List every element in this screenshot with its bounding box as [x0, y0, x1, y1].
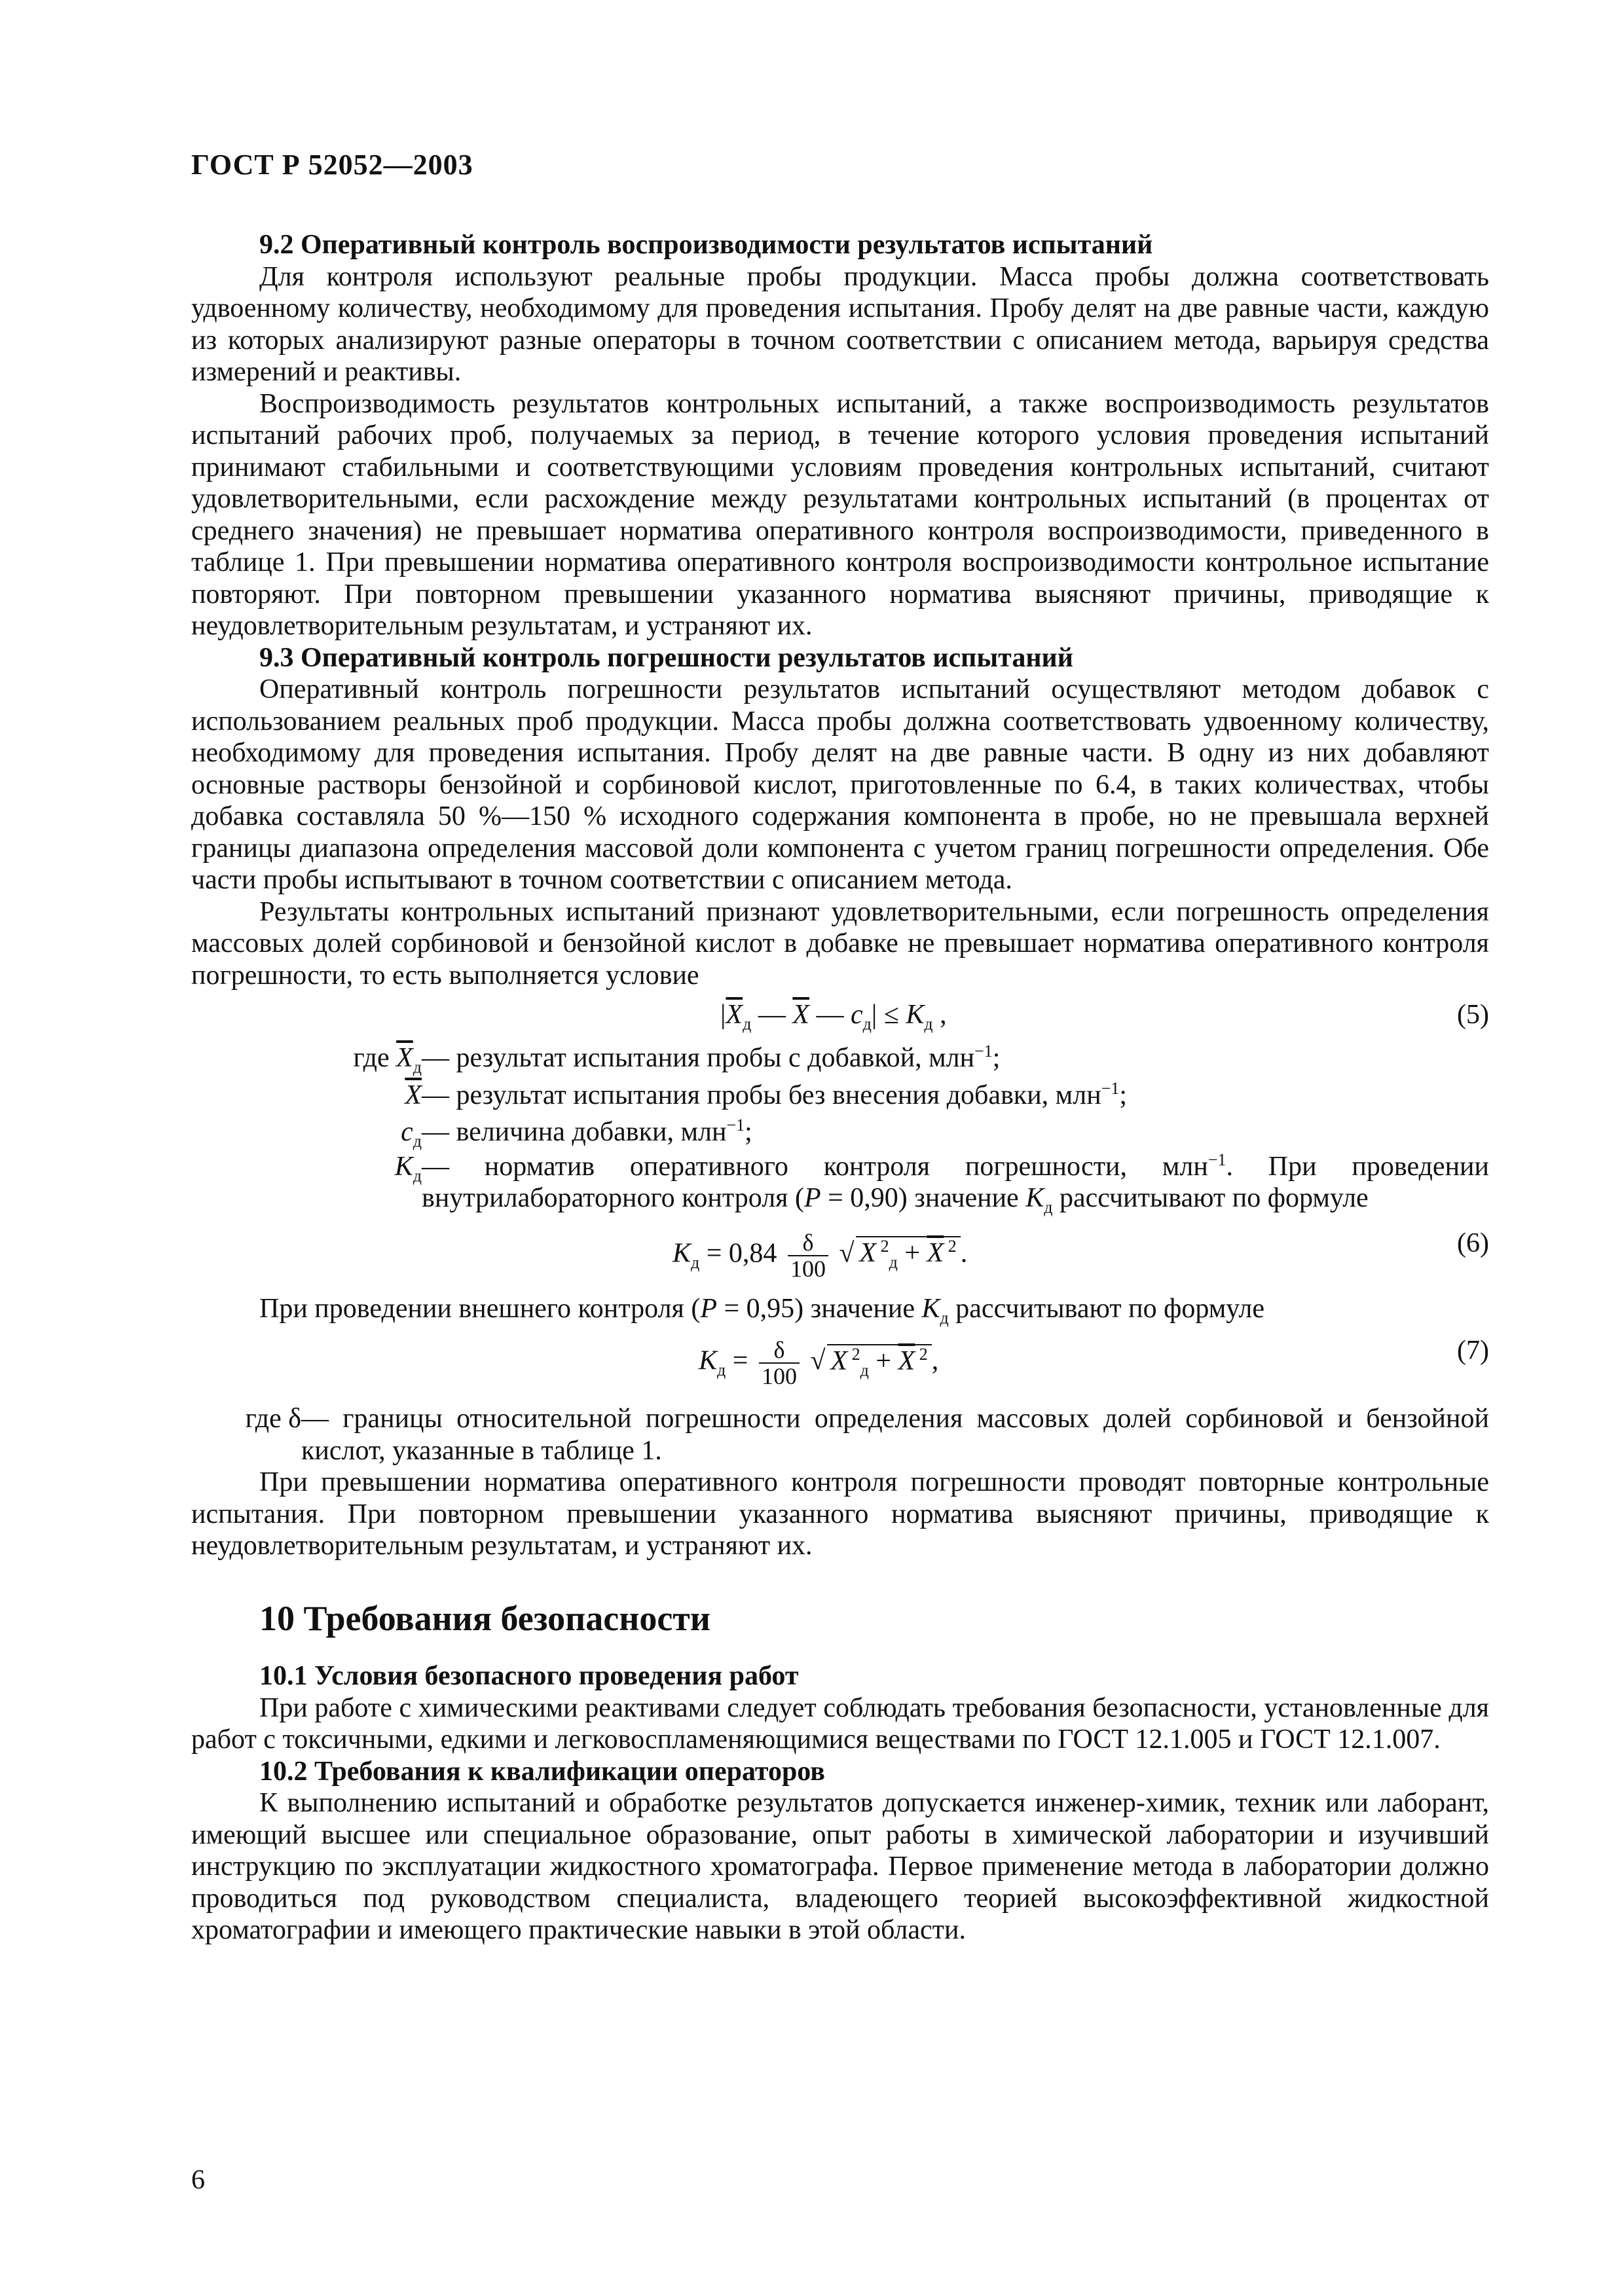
equation-5 [191, 999, 1489, 1038]
equation-7-formula: $K_д$ = $\frac{\delta}{100}$ √ X $^2_д + \overline{X}$ $^2$ , [699, 1337, 939, 1389]
section-9-3-paragraph-2: Результаты контрольных испытаний признают удовлетворительными, если погрешность определения массовых долей сорбиновой и бензойной кислот в добавке не превышает норматива оперативного контроля погрешности, то есть выполняется условие [191, 896, 1489, 991]
equation-6-coefficient: = 0,84 [706, 1238, 777, 1269]
section-9-3-title: 9.3 Оперативный контроль погрешности результатов испытаний [259, 642, 1073, 673]
definition-delta-text: — границы относительной погрешности определения массовых долей сорбиновой и бензойной кислот, указанные в таблице 1. [301, 1404, 1489, 1466]
definition-x: $\overline{X}$ — результат испытания пробы без внесения добавки, млн$^{-1}$; [405, 1078, 1128, 1110]
definition-x-text: — результат испытания пробы без внесения добавки, млн [422, 1080, 1101, 1110]
document-header: ГОСТ Р 52052—2003 [191, 149, 473, 181]
section-10-2-title: 10.2 Требования к квалификации операторов [259, 1756, 825, 1787]
equation-6 [191, 1228, 1489, 1288]
external-control-text-a: При проведении внешнего контроля ( [259, 1293, 701, 1324]
definition-x-d: где $\overline{X}_д$ — результат испытания пробы с добавкой, млн$^{-1}$; [353, 1042, 1001, 1077]
definition-x-d-text: — результат испытания пробы с добавкой, млн [422, 1043, 975, 1073]
definition-k-d-text: — норматив оперативного контроля погрешности, млн [422, 1151, 1208, 1182]
equation-7-number: (7) [1457, 1336, 1489, 1366]
section-10-2-paragraph: К выполнению испытаний и обработке результатов допускается инженер-химик, техник или лаборант, имеющий высшее или специальное образование, опыт работы в химической лаборатории и изучивший инструкцию по эксплуатации жидкостного хроматографа. Первое применение метода в лаборатории должно проводиться под руководством специалиста, владеющего теорией высокоэффективной жидкостной хроматографии и имеющего практические навыки в этой области. [191, 1788, 1489, 1945]
external-control-text-c: рассчитывают по формуле [948, 1293, 1265, 1324]
definition-c-d: $c_д$ — величина добавки, млн$^{-1}$; [401, 1116, 752, 1151]
section-9-2-title: 9.2 Оперативный контроль воспроизводимости результатов испытаний [259, 230, 1153, 260]
section-9-3-paragraph-1: Оперативный контроль погрешности результатов испытаний осуществляют методом добавок с использованием реальных проб продукции. Масса пробы должна соответствовать удвоенному количеству, необходимому для проведения испытания. Пробу делят на две равные части. В одну из них добавляют основные растворы бензойной и сорбиновой кислот, приготовленные по 6.4, в таких количествах, чтобы добавка составляла 50 %—150 % исходного содержания компонента в пробе, но не превышала верхней границы диапазона определения массовой доли компонента с учетом границ погрешности определения. Обе части пробы испытывают в точном соответствии с описанием метода. [191, 674, 1489, 895]
definition-k-d-text-c: = 0,90) значение [820, 1183, 1026, 1213]
equation-6-formula: $K_д = 0,84$ $\frac{\delta}{100}$ √ X $^2_д + \overline{X}$ $^2$ . [673, 1229, 968, 1282]
definition-k-d-text-b: . При проведении внутрилабораторного контроля ( [422, 1151, 1489, 1213]
main-text-column [191, 229, 1489, 1946]
section-9-2-paragraph-1: Для контроля используют реальные пробы продукции. Масса пробы должна соответствовать удвоенному количеству, необходимому для проведения испытания. Пробу делят на две равные части, каждую из которых анализируют разные операторы в точном соответствии с описанием метода, варьируя средства измерений и реактивы. [191, 261, 1489, 387]
definition-delta [191, 1403, 1489, 1467]
definition-c-d-text: — величина добавки, млн [422, 1117, 727, 1147]
section-9-2-paragraph-2: Воспроизводимость результатов контрольных испытаний, а также воспроизводимость результатов испытаний рабочих проб, получаемых за период, в течение которого условия проведения испытаний принимают стабильными и соответствующими условиям проведения контрольных испытаний, считают удовлетворительными, если расхождение между результатами контрольных испытаний (в процентах от среднего значения) не превышает норматива оперативного контроля воспроизводимости, приведенного в таблице 1. При превышении норматива оперативного контроля воспроизводимости контрольное испытание повторяют. При повторном превышении указанного норматива выясняют причины, приводящие к неудовлетворительным результатам, и устраняют их. [191, 388, 1489, 641]
external-control-text-b: = 0,95) значение [716, 1293, 922, 1324]
section-10-1-title: 10.1 Условия безопасного проведения работ [259, 1661, 799, 1691]
section-10-1-paragraph: При работе с химическими реактивами следует соблюдать требования безопасности, установленные для работ с токсичными, едкими и легковоспламеняющимися веществами по ГОСТ 12.1.005 и ГОСТ 12.1.007. [191, 1692, 1489, 1755]
where-label: где [353, 1043, 390, 1073]
external-control-paragraph: При проведении внешнего контроля (P = 0,95) значение $K_д$ рассчитывают по формуле [259, 1293, 1265, 1327]
page-number: 6 [191, 2165, 205, 2195]
definition-k-d-text-d: рассчитывают по формуле [1052, 1183, 1369, 1213]
equation-7 [191, 1335, 1489, 1395]
variable-definitions [191, 1042, 1489, 1217]
section-9-3-paragraph-3: При превышении норматива оперативного контроля погрешности проводят повторные контрольные испытания. При повторном превышении указанного норматива выясняют причины, приводящие к неудовлетворительным результатам, и устраняют их. [191, 1467, 1489, 1561]
equation-6-number: (6) [1457, 1228, 1489, 1258]
equation-5-number: (5) [1457, 1000, 1489, 1030]
definition-delta-label: где δ [245, 1404, 301, 1434]
definition-k-d: $K_д$ — норматив оперативного контроля погрешности, млн$^{-1}$. При проведении внутрилабораторного контроля (P = 0,90) значение $K_д$ рассчитывают по формуле [394, 1150, 1489, 1217]
equation-5-formula: $|\overline{X}_д$ — $\overline{X}$ — $c_д| \le K_д$ , [720, 1000, 947, 1034]
section-10-title: 10 Требования безопасности [259, 1598, 710, 1638]
